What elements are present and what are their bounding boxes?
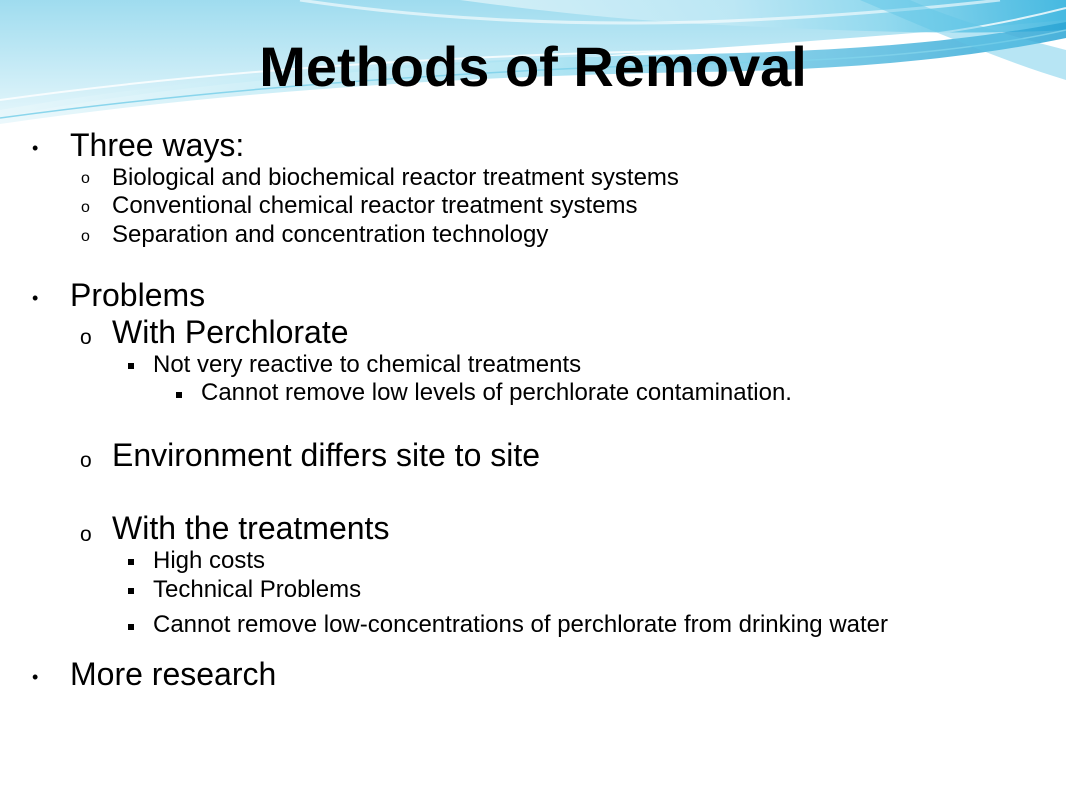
bullet-square — [176, 392, 182, 398]
three-ways-item-2: Conventional chemical reactor treatment systems — [112, 192, 638, 219]
problems-label: Problems — [70, 277, 206, 313]
bullet-square — [128, 588, 134, 594]
bullet-square — [128, 624, 134, 630]
three-ways-item-3: Separation and concentration technology — [112, 221, 549, 248]
with-treatments-item-3: Cannot remove low-concentrations of perchlorate from drinking water — [153, 611, 889, 638]
bullet-circle: o — [80, 449, 92, 472]
with-perchlorate-item: Not very reactive to chemical treatments — [153, 351, 582, 378]
bullet-circle: o — [80, 523, 92, 546]
three-ways-item-1: Biological and biochemical reactor treatment systems — [112, 164, 679, 191]
environment-label: Environment differs site to site — [112, 437, 541, 473]
with-treatments-label: With the treatments — [112, 510, 390, 546]
bullet-circle: o — [81, 228, 90, 245]
with-perchlorate-subitem: Cannot remove low levels of perchlorate contamination. — [201, 379, 792, 406]
bullet-dot: • — [32, 288, 39, 308]
bullet-circle: o — [81, 170, 90, 187]
bullet-circle: o — [80, 326, 92, 349]
with-treatments-item-1: High costs — [153, 547, 266, 574]
with-perchlorate-label: With Perchlorate — [112, 314, 349, 350]
with-treatments-item-2: Technical Problems — [153, 576, 362, 603]
slide-title: Methods of Removal — [259, 35, 807, 98]
three-ways-label: Three ways: — [70, 127, 245, 163]
bullet-square — [128, 363, 134, 369]
bullet-circle: o — [81, 199, 90, 216]
bullet-dot: • — [32, 138, 39, 158]
bullet-square — [128, 559, 134, 565]
bullet-dot: • — [32, 667, 39, 687]
more-research-label: More research — [70, 656, 277, 692]
